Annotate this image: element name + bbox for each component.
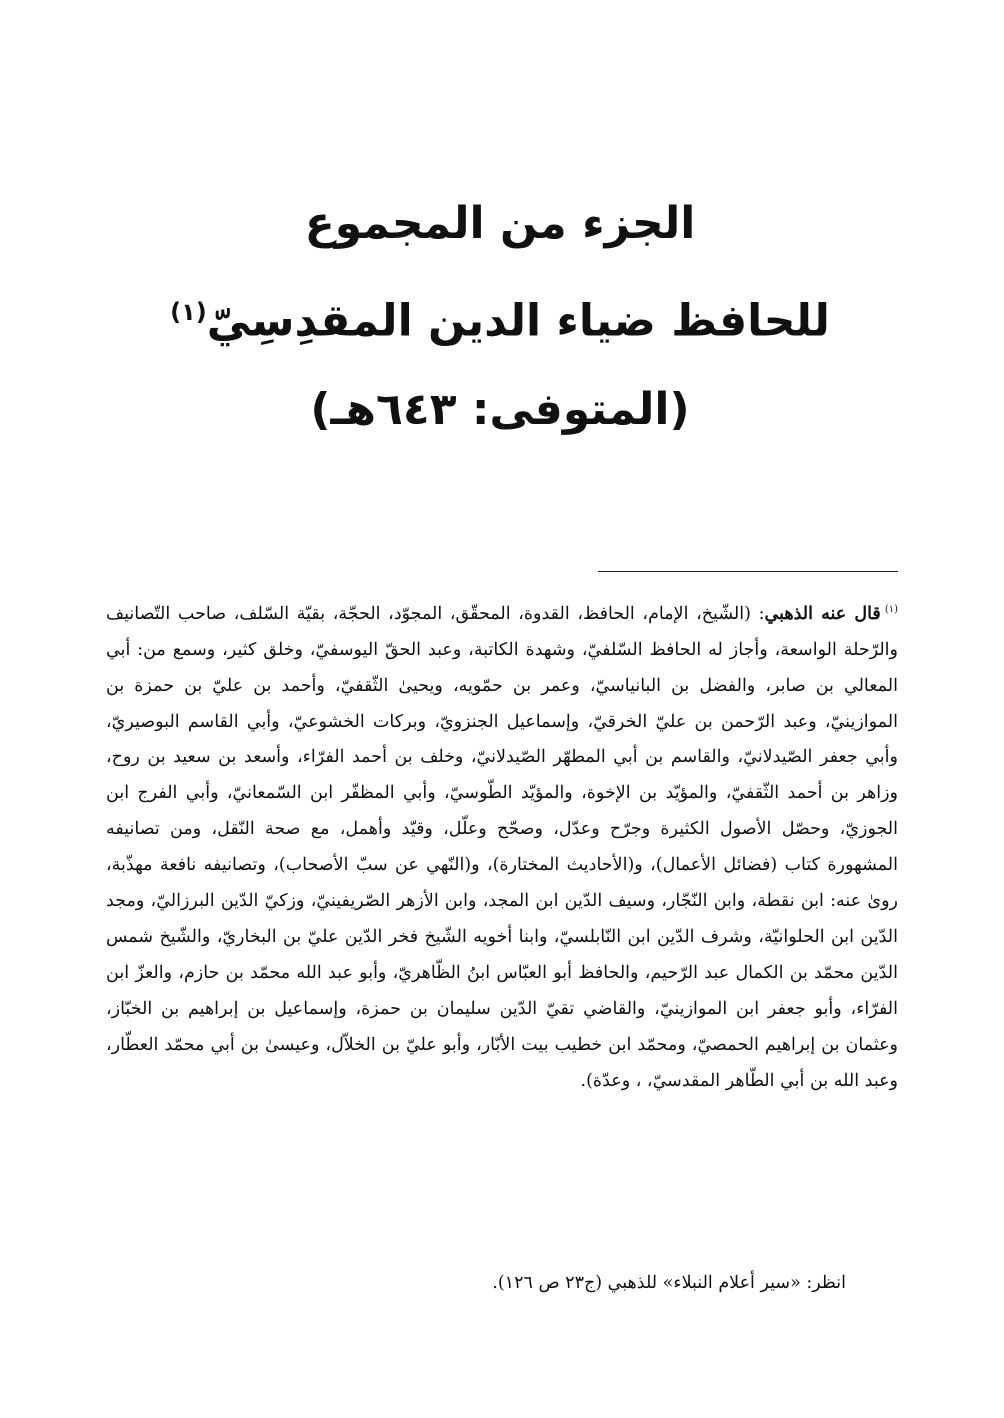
title-line-2 — [100, 268, 900, 366]
footnote-lead: قال عنه الذهبي — [764, 603, 881, 624]
page-title — [100, 180, 900, 454]
title-line-3: (المتوفى: ٦٤٣هـ) — [310, 383, 690, 435]
footnote-text — [106, 592, 898, 1100]
title-line-1: الجزء من المجموع — [304, 198, 696, 249]
footnote-reference: (١) — [170, 298, 207, 326]
title-line-2-text: للحافظ ضياء الدين المقدِسِيّ — [206, 295, 830, 347]
footnote-divider — [598, 571, 898, 572]
footnote-source: انظر: «سير أعلام النبلاء» للذهبي (ج٢٣ ص ١٢٦). — [492, 1273, 846, 1293]
footnote-body: : (الشّيخ، الإمام، الحافظ، القدوة، المحقّق، المجوّد، الحجّة، بقيّة السّلف، صاحب التّصانيف والرّحلة الواسعة، وأجاز له الحافظ السّلفيّ، وشهدة الكاتبة، وعبد الحقّ اليوسفيّ، وخلق كثير، وسمع من: أبي المعالي بن صابر، والفضل بن البانياسيّ، وعمر بن حمّويه، ويحيىٰ الثّقفيّ، وأحمد بن عليّ بن حمزة بن الموازينيّ، وعبد الرّحمن بن عليّ الخرقيّ، وإسماعيل الجنزويّ، وبركات الخشوعيّ، وأبي القاسم البوصيريّ، وأبي جعفر الصّيدلانيّ، والقاسم بن أبي المطهّر الصّيدلانيّ، وخلف بن أحمد الفرّاء، وأسعد بن سعيد بن روح، وزاهر بن أحمد الثّقفيّ، والمؤيّد بن الإخوة، والمؤيّد الطّوسيّ، وأبي المظفّر ابن السّمعانيّ، وأبي الفرج ابن الجوزيّ، وحصّل الأصول الكثيرة وجرّح وعدّل، وصحّح وعلّل، وقيّد وأهمل، مع صحة النّقل، ومن تصانيفه المشهورة كتاب (فضائل الأعمال)، و(الأحاديث المختارة)، و(النّهي عن سبّ الأصحاب)، وتصانيفه نافعة مهذّبة، روىٰ عنه: ابن نقطة، وابن النّجّار، وسيف الدّين ابن المجد، وابن الأزهر الصّريفينيّ، وزكيّ الدّين البرزاليّ، ومجد الدّين ابن الحلوانيّة، وشرف الدّين ابن النّابلسيّ، وابنا أخويه الشّيخ فخر الدّين عليّ بن البخاريّ، والشّيخ شمس الدّين محمّد بن الكمال عبد الرّحيم، والحافظ أبو العبّاس ابنُ الظّاهريّ، وأبو عبد الله محمّد بن حازم، والعزّ ابن الفرّاء، وأبو جعفر ابن الموازينيّ، والقاضي تقيّ الدّين سليمان بن حمزة، وإسماعيل بن إبراهيم بن الخبّاز، وعثمان بن إبراهيم الحمصيّ، ومحمّد ابن خطيب بيت الأبّار، وأبو عليّ بن الخلاّل، وعيسىٰ بن أبي محمّد العطّار، وعبد الله بن أبي الطّاهر المقدسيّ، ، وعدّة). — [106, 603, 898, 1091]
footnote-marker: (١) — [884, 604, 898, 615]
